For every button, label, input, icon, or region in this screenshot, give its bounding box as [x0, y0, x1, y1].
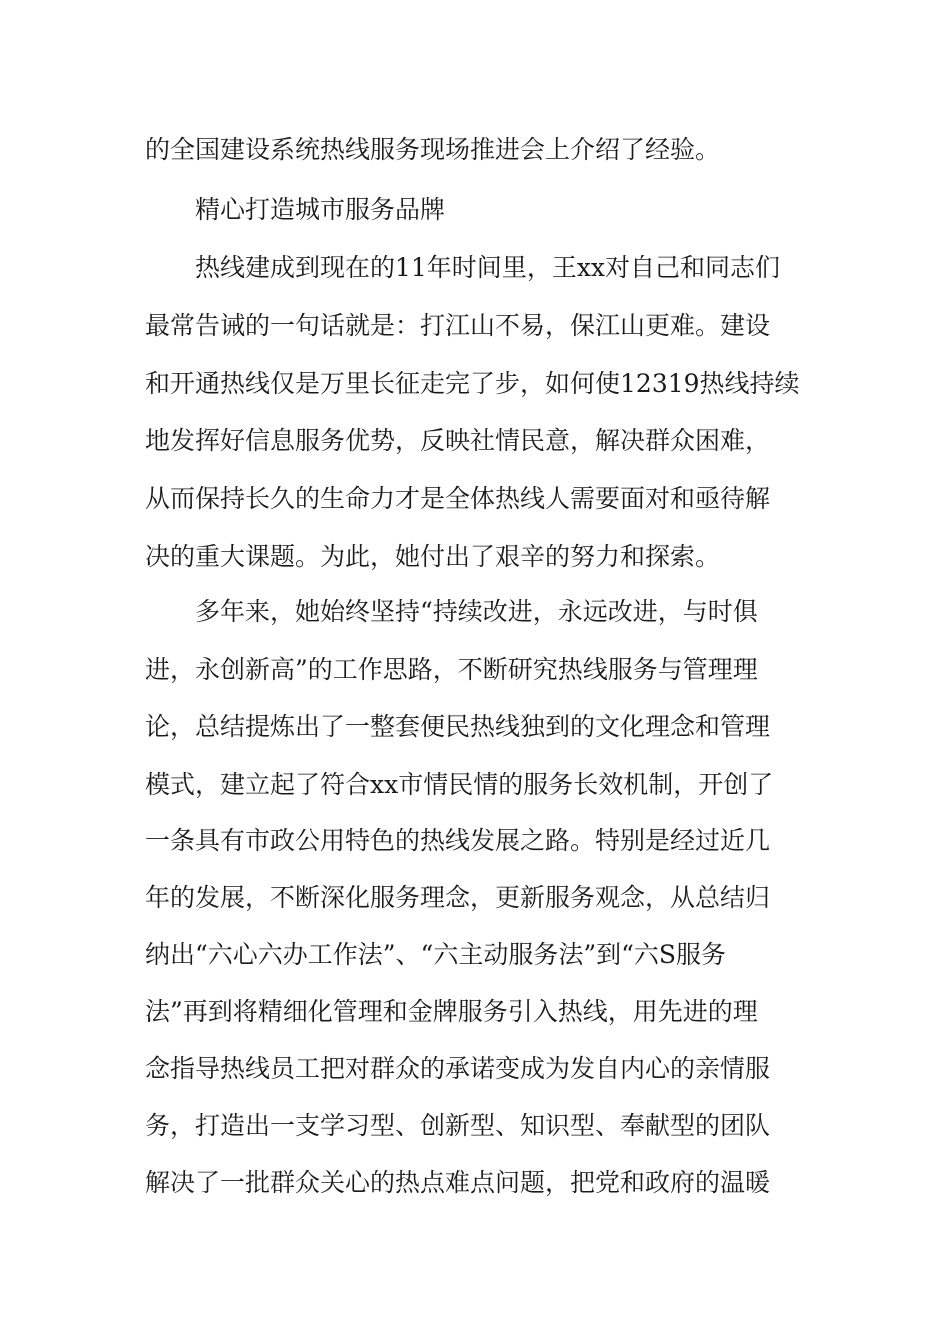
text-line: 决的重大课题。为此，她付出了艰辛的努力和探索。 [145, 542, 721, 571]
text-line: 论，总结提炼出了一整套便民热线独到的文化理念和管理 [145, 712, 771, 741]
text-line: 纳出“六心六办工作法”、“六主动服务法”到“六S服务 [145, 940, 727, 969]
text-line: 一条具有市政公用特色的热线发展之路。特别是经过近几 [145, 826, 771, 855]
text-line: 念指导热线员工把对群众的承诺变成为发自内心的亲情服 [145, 1054, 771, 1083]
text-line: 的全国建设系统热线服务现场推进会上介绍了经验。 [145, 135, 721, 164]
text-line: 法”再到将精细化管理和金牌服务引入热线，用先进的理 [145, 997, 758, 1026]
text-line: 和开通热线仅是万里长征走完了步，如何使12319热线持续 [145, 369, 800, 398]
text-line: 最常告诫的一句话就是：打江山不易，保江山更难。建设 [145, 311, 771, 340]
text-line: 年的发展，不断深化服务理念，更新服务观念，从总结归 [145, 883, 771, 912]
text-line: 从而保持长久的生命力才是全体热线人需要面对和亟待解 [145, 484, 771, 513]
section-heading: 精心打造城市服务品牌 [195, 195, 446, 224]
text-line: 解决了一批群众关心的热点难点问题，把党和政府的温暖 [145, 1168, 771, 1197]
text-line: 进，永创新高”的工作思路，不断研究热线服务与管理理 [145, 655, 758, 684]
text-line: 地发挥好信息服务优势，反映社情民意，解决群众困难， [145, 426, 771, 455]
text-line: 热线建成到现在的11年时间里，王xx对自己和同志们 [195, 253, 781, 282]
text-line: 模式，建立起了符合xx市情民情的服务长效机制，开创了 [145, 770, 774, 799]
text-line: 务，打造出一支学习型、创新型、知识型、奉献型的团队 [145, 1111, 771, 1140]
text-line: 多年来，她始终坚持“持续改进，永远改进，与时俱 [195, 597, 758, 626]
